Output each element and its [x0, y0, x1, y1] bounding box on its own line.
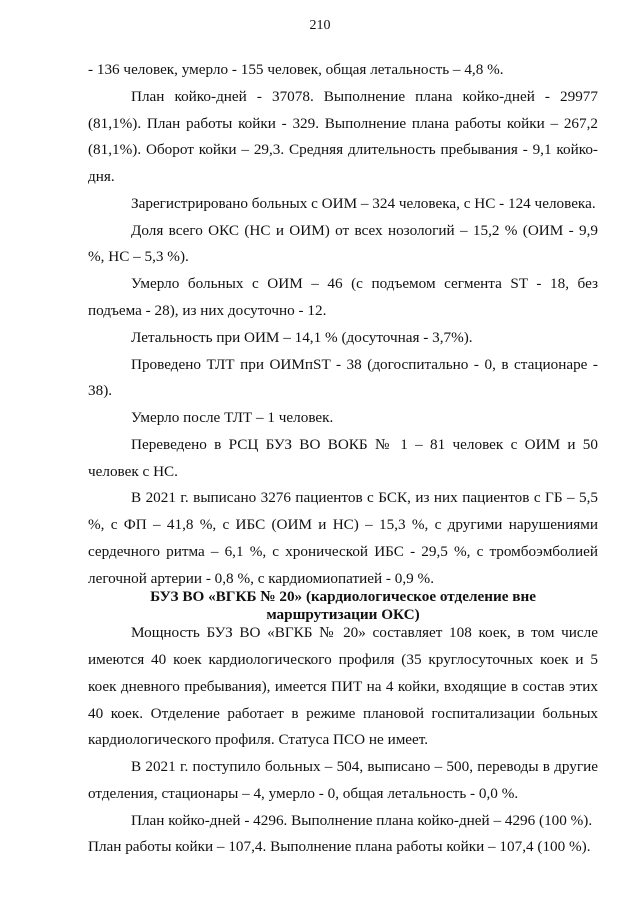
- text-line: коек дневного пребывания), имеется ПИТ на 4 койки, входящие в состав этих: [88, 678, 598, 695]
- text-line: - 136 человек, умерло - 155 человек, общая летальность – 4,8 %.: [88, 61, 504, 78]
- text-line: дня.: [88, 168, 115, 185]
- text-line: легочной артерии - 0,8 %, с кардиомиопатией - 0,9 %.: [88, 570, 434, 587]
- text-line: подъема - 28), из них досуточно - 12.: [88, 302, 327, 319]
- section-heading: БУЗ ВО «ВГКБ № 20» (кардиологическое отделение вне: [150, 588, 536, 605]
- text-line: Переведено в РСЦ БУЗ ВО ВОКБ № 1 – 81 человек с ОИМ и 50: [131, 436, 598, 453]
- text-line: кардиологического профиля. Статуса ПСО не имеет.: [88, 731, 429, 748]
- text-line: %, НС – 5,3 %).: [88, 248, 189, 265]
- page-number: 210: [309, 18, 331, 33]
- text-line: Умерло после ТЛТ – 1 человек.: [131, 409, 334, 426]
- text-line: отделения, стационары – 4, умерло - 0, общая летальность - 0,0 %.: [88, 785, 519, 802]
- text-line: %, с ФП – 41,8 %, с ИБС (ОИМ и НС) – 15,3 %, с другими нарушениями: [88, 516, 598, 533]
- text-line: Доля всего ОКС (НС и ОИМ) от всех нозологий – 15,2 % (ОИМ - 9,9: [131, 222, 598, 239]
- text-line: 38).: [88, 382, 113, 399]
- section-heading: маршрутизации ОКС): [266, 606, 420, 623]
- text-line: Летальность при ОИМ – 14,1 % (досуточная - 3,7%).: [131, 329, 473, 346]
- text-line: сердечного ритма – 6,1 %, с хронической ИБС - 29,5 %, с тромбоэмболией: [88, 543, 598, 560]
- text-line: (81,1%). План работы койки - 329. Выполнение плана работы койки – 267,2: [88, 115, 598, 132]
- text-line: (81,1%). Оборот койки – 29,3. Средняя длительность пребывания - 9,1 койко-: [88, 141, 598, 158]
- text-line: Проведено ТЛТ при ОИМпST - 38 (догоспитально - 0, в стационаре -: [131, 356, 598, 373]
- text-line: человек с НС.: [88, 463, 178, 480]
- text-line: План работы койки – 107,4. Выполнение плана работы койки – 107,4 (100 %).: [88, 838, 591, 855]
- text-line: В 2021 г. выписано 3276 пациентов с БСК, из них пациентов с ГБ – 5,5: [131, 489, 598, 506]
- text-line: План койко-дней - 4296. Выполнение плана койко-дней – 4296 (100 %).: [131, 812, 593, 829]
- text-line: План койко-дней - 37078. Выполнение плана койко-дней - 29977: [131, 88, 598, 105]
- text-line: Умерло больных с ОИМ – 46 (с подъемом сегмента ST - 18, без: [131, 275, 598, 292]
- text-line: В 2021 г. поступило больных – 504, выписано – 500, переводы в другие: [131, 758, 598, 775]
- text-line: Зарегистрировано больных с ОИМ – 324 человека, с НС - 124 человека.: [131, 195, 596, 212]
- text-line: имеются 40 коек кардиологического профиля (35 круглосуточных коек и 5: [88, 651, 598, 668]
- text-line: 40 коек. Отделение работает в режиме плановой госпитализации больных: [88, 705, 598, 722]
- text-line: Мощность БУЗ ВО «ВГКБ № 20» составляет 108 коек, в том числе: [131, 624, 598, 641]
